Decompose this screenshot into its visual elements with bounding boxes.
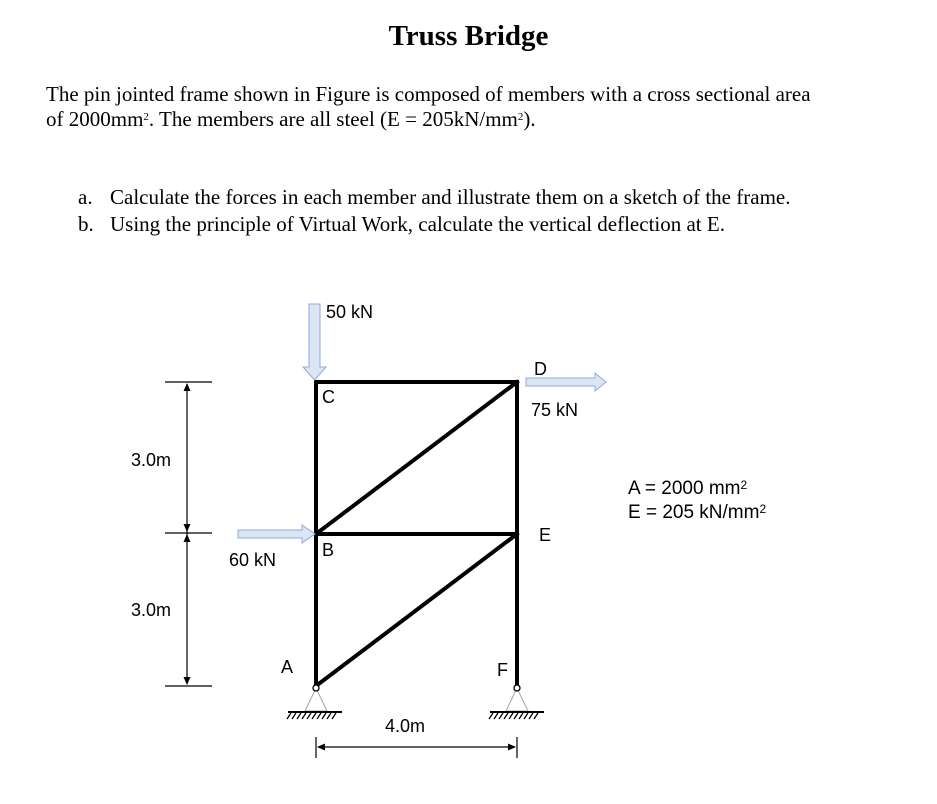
superscript-2: 2: [759, 502, 767, 516]
task-marker: b.: [78, 212, 94, 236]
problem-line-1: The pin jointed frame shown in Figure is composed of members with a cross sectional area: [46, 82, 811, 106]
pin-a: [313, 685, 319, 691]
task-text: Calculate the forces in each member and illustrate them on a sketch of the frame.: [110, 185, 791, 209]
closing-text: ).: [523, 107, 536, 131]
node-label-d: D: [534, 359, 547, 379]
area-label: A = 2000 mm: [628, 478, 741, 499]
support-f: [489, 688, 544, 719]
dim-label-upper: 3.0m: [131, 450, 172, 470]
load-label-75kn: 75 kN: [531, 400, 579, 420]
node-label-f: F: [497, 660, 508, 680]
pin-f: [514, 685, 520, 691]
superscript-2: 2: [740, 478, 748, 492]
area-text: of 2000mm: [46, 107, 144, 131]
load-label-50kn: 50 kN: [326, 302, 374, 322]
node-label-a: A: [281, 657, 294, 677]
node-label-b: B: [322, 540, 335, 560]
page-title: Truss Bridge: [388, 20, 549, 52]
span-dimension: [316, 737, 517, 758]
node-label-c: C: [322, 387, 335, 407]
task-marker: a.: [78, 185, 93, 209]
member-ae: [316, 534, 517, 686]
load-arrow-50kn: [303, 304, 326, 380]
modulus-label: E = 205 kN/mm: [628, 502, 760, 523]
superscript-2: 2: [143, 111, 149, 123]
area-property: [628, 477, 766, 501]
dim-label-span: 4.0m: [385, 716, 426, 736]
load-label-60kn: 60 kN: [229, 550, 277, 570]
material-properties: [628, 477, 766, 525]
superscript-2: 2: [517, 111, 524, 123]
dim-label-lower: 3.0m: [131, 600, 172, 620]
modulus-property: [628, 501, 766, 525]
member-bd: [316, 382, 517, 534]
steel-text: . The members are all steel (E = 205kN/mm: [148, 107, 518, 131]
support-a: [287, 688, 342, 719]
load-arrow-60kn: [238, 525, 315, 543]
height-dimension: [165, 382, 212, 686]
node-label-e: E: [539, 525, 552, 545]
task-text: Using the principle of Virtual Work, calculate the vertical deflection at E.: [110, 212, 725, 236]
